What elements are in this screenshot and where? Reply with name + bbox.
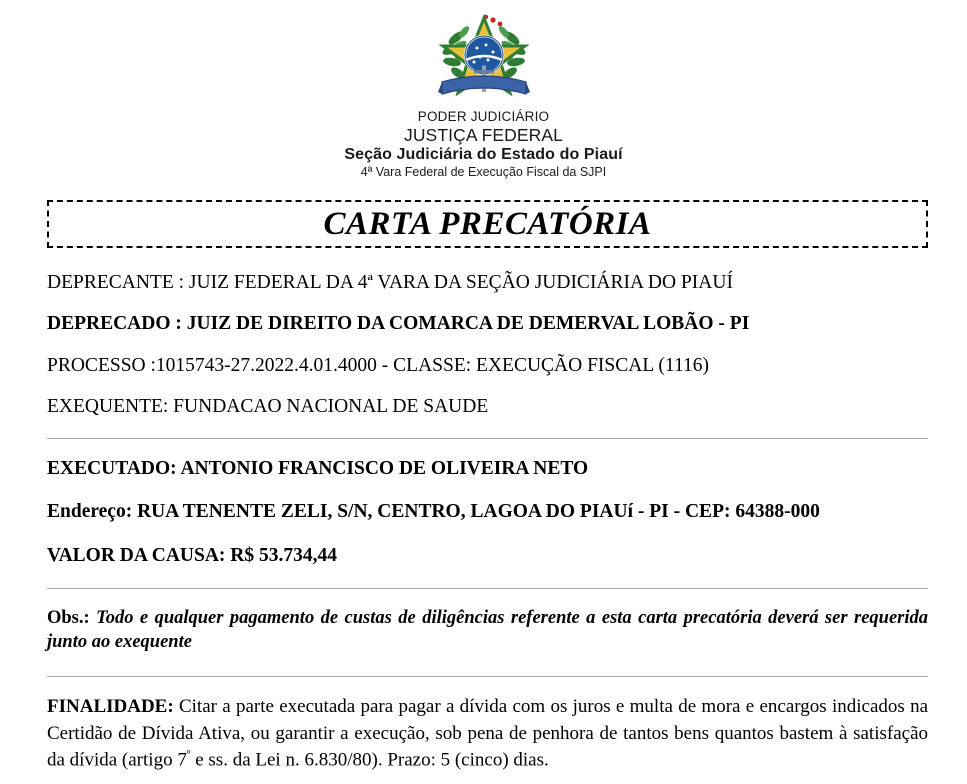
parties-section [47, 272, 928, 419]
field-executado: EXECUTADO: ANTONIO FRANCISCO DE OLIVEIRA NETO [47, 457, 589, 479]
divider-3 [47, 676, 928, 677]
divider-2 [47, 588, 928, 589]
header-justica-federal: JUSTIÇA FEDERAL [403, 124, 564, 145]
field-endereco: Endereço: RUA TENENTE ZELI, S/N, CENTRO, LAGOA DO PIAUí - PI - CEP: 64388-000 [47, 501, 820, 523]
field-deprecado: DEPRECADO : JUIZ DE DIREITO DA COMARCA DE DEMERVAL LOBÃO - PI [47, 313, 750, 335]
field-exequente: EXEQUENTE: FUNDACAO NACIONAL DE SAUDE [47, 396, 489, 418]
document-body [47, 272, 928, 773]
finalidade-label: FINALIDADE: [47, 696, 174, 718]
field-valor-da-causa: VALOR DA CAUSA: R$ 53.734,44 [47, 544, 337, 566]
finalidade-section [47, 694, 928, 773]
finalidade-text-part2: e ss. da Lei n. 6.830/80). Prazo: 5 (cinco) dias. [190, 749, 549, 771]
header-poder-judiciario: PODER JUDICIÁRIO [417, 109, 550, 124]
header-vara: 4ª Vara Federal de Execução Fiscal da SJPI [360, 164, 607, 179]
finalidade-text-part1: Citar a parte executada para pagar a dívida com os juros e multa de mora e encargos indicados na Certidão de Dívida Ativa, ou garantir a execução, sob pena de penhora de tantos bens quantos bastem à satisfação da dívida (artigo 7 [47, 696, 928, 771]
field-deprecante: DEPRECANTE : JUIZ FEDERAL DA 4ª VARA DA SEÇÃO JUDICIÁRIA DO PIAUÍ [47, 272, 733, 293]
observacao-section [47, 607, 928, 654]
executado-section [47, 458, 928, 567]
observacao-label: Obs.: [47, 607, 90, 628]
document-header [0, 0, 967, 179]
observacao-text: Todo e qualquer pagamento de custas de diligências referente a esta carta precatória deverá ser requerida junto ao exequente [47, 607, 928, 652]
divider-1 [47, 438, 928, 439]
document-title-box [47, 200, 928, 248]
header-secao-judiciaria: Seção Judiciária do Estado do Piauí [344, 146, 623, 164]
field-processo: PROCESSO :1015743-27.2022.4.01.4000 - CLASSE: EXECUÇÃO FISCAL (1116) [47, 354, 709, 376]
spacer [47, 654, 928, 676]
finalidade-ordinal: º [186, 747, 191, 761]
page-title: CARTA PRECATÓRIA [323, 205, 652, 242]
brazil-coat-of-arms-icon [436, 8, 532, 108]
